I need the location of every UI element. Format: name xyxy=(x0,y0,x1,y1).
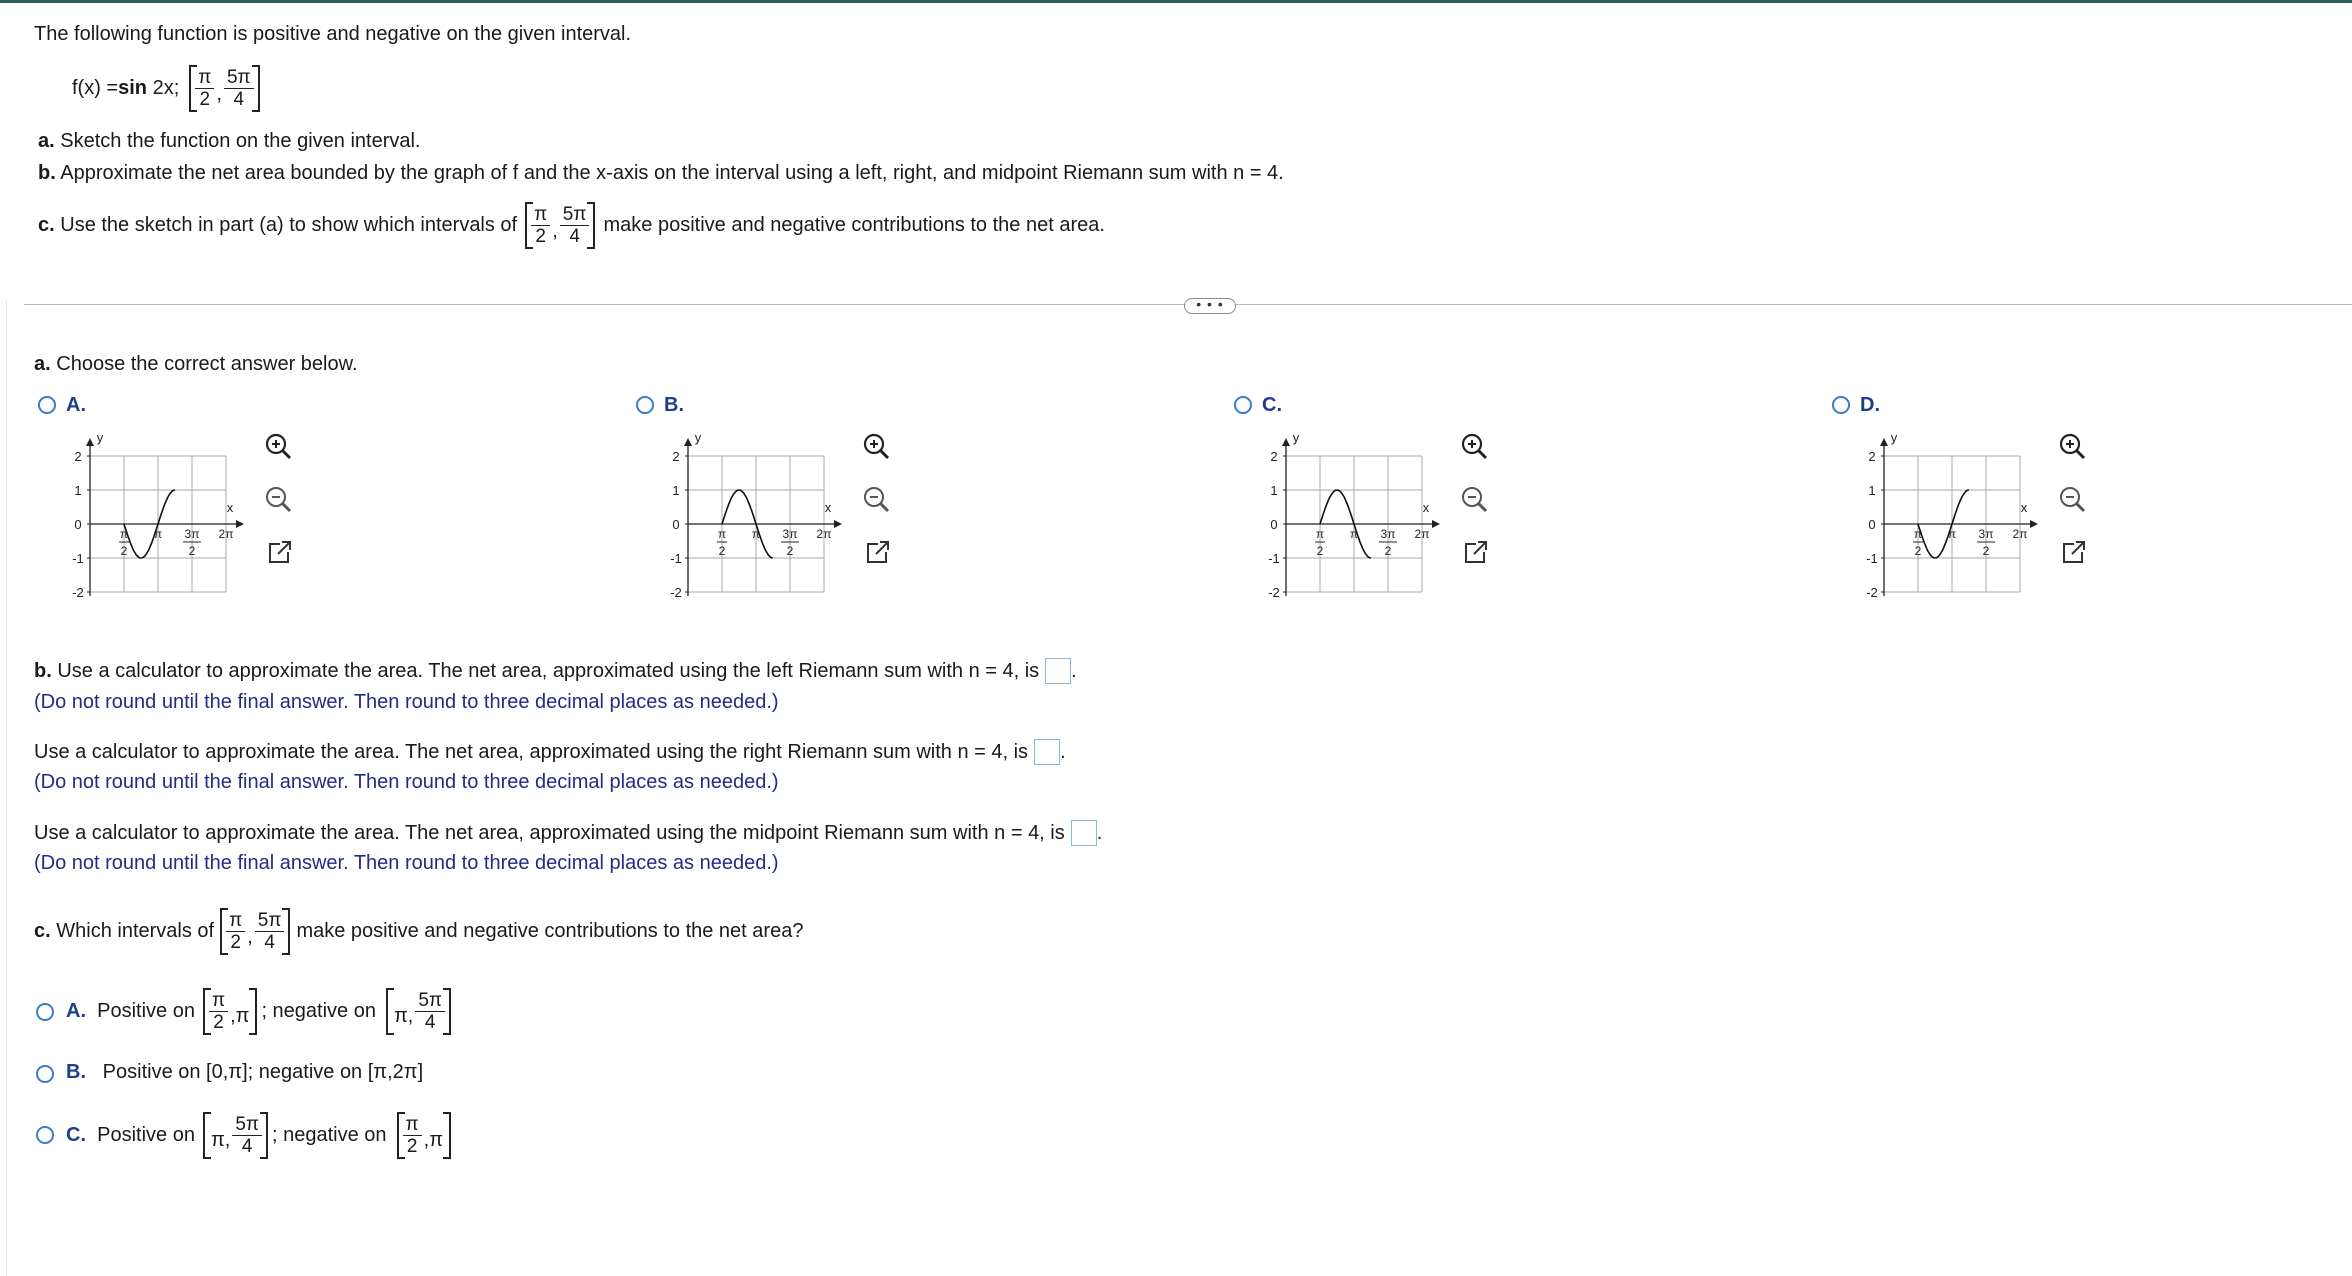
problem-intro: The following function is positive and negative on the given interval. xyxy=(34,23,632,45)
frac-5pi-4 xyxy=(224,67,254,110)
part-a-prompt-text: Choose the correct answer below. xyxy=(56,353,358,375)
zoom-out-icon[interactable] xyxy=(262,483,296,517)
zoom-out-icon[interactable] xyxy=(1458,483,1492,517)
part-a-option-graph[interactable] xyxy=(1246,426,1456,606)
y-tick-label: -1 xyxy=(72,551,84,566)
function-definition xyxy=(72,58,260,118)
part-c-option-a[interactable] xyxy=(66,980,451,1042)
part-c-option-b-radio[interactable] xyxy=(36,1065,54,1083)
part-a-prompt xyxy=(34,352,358,376)
comma-pi: ,π xyxy=(230,1005,250,1027)
part-c-post: make positive and negative contributions to the net area. xyxy=(603,214,1105,236)
y-axis-arrow xyxy=(1282,438,1290,446)
negative-label: ; negative on xyxy=(261,1000,376,1022)
round-note: (Do not round until the final answer. Then round to three decimal places as needed.) xyxy=(34,691,779,713)
zoom-in-icon[interactable] xyxy=(2056,430,2090,464)
right-sum-text: Use a calculator to approximate the area. The net area, approximated using the right Riemann sum with n = 4, is xyxy=(34,741,1029,763)
zoom-in-icon[interactable] xyxy=(860,430,894,464)
frac-pi-2 xyxy=(531,204,550,247)
frac-pi-2 xyxy=(403,1114,422,1157)
frac-5pi-4 xyxy=(415,990,445,1033)
interval-bracket xyxy=(189,65,259,112)
part-c-q-post: make positive and negative contributions to the net area? xyxy=(296,920,804,942)
part-a-option-letter[interactable]: B. xyxy=(664,394,684,416)
y-tick-label: 2 xyxy=(672,449,680,464)
y-tick-label: 1 xyxy=(1270,483,1278,498)
option-b-text: Positive on [0,π]; negative on [π,2π] xyxy=(102,1061,424,1083)
interval-bracket xyxy=(203,1112,268,1159)
comma-pi: ,π xyxy=(423,1129,444,1151)
part-c-q-label: c. xyxy=(34,920,51,942)
open-new-window-icon[interactable] xyxy=(2056,536,2090,570)
part-c-option-b[interactable] xyxy=(66,1060,423,1084)
comma: , xyxy=(216,83,222,105)
x-tick-2pi: 2π xyxy=(816,527,832,541)
frac-num: π xyxy=(209,990,228,1012)
mid-sum-text: Use a calculator to approximate the area. The net area, approximated using the midpoint Riemann sum with n = 4, is xyxy=(34,822,1065,844)
y-tick-label: 0 xyxy=(1270,517,1278,532)
positive-label: Positive on xyxy=(97,1124,195,1146)
frac-den: 4 xyxy=(233,88,245,110)
y-axis-arrow xyxy=(86,438,94,446)
y-axis-arrow xyxy=(1880,438,1888,446)
y-tick-label: 0 xyxy=(74,517,82,532)
y-tick-label: -1 xyxy=(1866,551,1878,566)
x-axis-label: x xyxy=(824,500,832,515)
zoom-out-icon[interactable] xyxy=(860,483,894,517)
open-new-window-icon[interactable] xyxy=(1458,536,1492,570)
y-axis-arrow xyxy=(684,438,692,446)
handle xyxy=(2076,450,2084,458)
part-b-label: b. xyxy=(34,660,52,682)
interval-bracket xyxy=(397,1112,451,1159)
part-a-statement xyxy=(38,129,420,153)
period: . xyxy=(1071,660,1077,682)
y-tick-label: 2 xyxy=(74,449,82,464)
y-tick-label: 0 xyxy=(672,517,680,532)
right-sum-answer-input[interactable] xyxy=(1034,739,1060,765)
frac-den: 2 xyxy=(213,1011,224,1033)
frac-den: 2 xyxy=(199,88,211,110)
x-tick-3pi-over-2-den: 2 xyxy=(786,544,794,558)
y-tick-label: 2 xyxy=(1270,449,1278,464)
y-tick-label: 2 xyxy=(1868,449,1876,464)
option-letter: C. xyxy=(66,1124,86,1146)
part-a-option-b-radio[interactable] xyxy=(636,396,654,414)
y-axis-label: y xyxy=(96,430,104,445)
part-c-option-c[interactable] xyxy=(66,1104,451,1166)
x-tick-3pi-over-2-num: 3π xyxy=(184,527,200,541)
x-axis-label: x xyxy=(226,500,234,515)
handle xyxy=(2076,503,2084,511)
period: . xyxy=(1096,822,1103,844)
part-a-option-d-radio[interactable] xyxy=(1832,396,1850,414)
frac-num: 5π xyxy=(560,204,590,226)
pi-comma: π, xyxy=(393,1005,414,1027)
part-c-option-c-radio[interactable] xyxy=(36,1126,54,1144)
x-tick-pi: π xyxy=(153,527,163,541)
handle xyxy=(880,503,888,511)
handle xyxy=(880,450,888,458)
y-tick-label: 1 xyxy=(74,483,82,498)
handle xyxy=(1478,450,1486,458)
left-sum-answer-input[interactable] xyxy=(1045,658,1071,684)
x-tick-pi-over-2-num: π xyxy=(119,527,129,541)
frac-num: π xyxy=(531,204,550,226)
part-b-text: Approximate the net area bounded by the graph of f and the x-axis on the interval using a left, right, and midpoint Riemann sum with n = 4. xyxy=(60,162,1284,184)
part-a-label: a. xyxy=(38,130,55,152)
part-a-text: Sketch the function on the given interval. xyxy=(60,130,421,152)
y-tick-label: -2 xyxy=(1866,585,1878,600)
x-tick-3pi-over-2-den: 2 xyxy=(1982,544,1990,558)
mid-sum-answer-input[interactable] xyxy=(1071,820,1097,846)
frac-den: 4 xyxy=(264,931,275,953)
y-tick-label: 1 xyxy=(1868,483,1876,498)
x-tick-3pi-over-2-num: 3π xyxy=(1380,527,1396,541)
x-tick-pi-over-2-den: 2 xyxy=(120,544,128,558)
x-tick-pi-over-2-num: π xyxy=(1913,527,1923,541)
x-tick-3pi-over-2-num: 3π xyxy=(1978,527,1994,541)
interval-bracket xyxy=(525,202,595,249)
part-a-prompt-label: a. xyxy=(34,353,51,375)
y-axis-label: y xyxy=(1890,430,1898,445)
frac-pi-2 xyxy=(209,990,228,1033)
frac-num: 5π xyxy=(255,910,285,932)
func-rest: 2x; xyxy=(147,77,180,99)
frac-den: 4 xyxy=(241,1135,253,1157)
part-a-option-letter[interactable]: C. xyxy=(1262,394,1282,416)
y-tick-label: 0 xyxy=(1868,517,1876,532)
left-sum-text: Use a calculator to approximate the area. The net area, approximated using the left Riemann sum with n = 4, is xyxy=(57,660,1040,682)
y-tick-label: -2 xyxy=(72,585,84,600)
part-a-option-a-radio[interactable] xyxy=(38,396,56,414)
frac-5pi-4 xyxy=(255,910,285,953)
part-b-mid-question xyxy=(34,820,1102,846)
part-a-option-graph[interactable] xyxy=(50,426,260,606)
top-accent-bar xyxy=(0,0,2352,3)
x-tick-2pi: 2π xyxy=(1414,527,1430,541)
frac-num: π xyxy=(403,1114,422,1136)
x-tick-2pi: 2π xyxy=(218,527,234,541)
open-new-window-icon[interactable] xyxy=(262,536,296,570)
handle xyxy=(282,450,290,458)
func-bold: sin xyxy=(118,77,148,99)
round-note: (Do not round until the final answer. Then round to three decimal places as needed.) xyxy=(34,771,779,793)
frac-den: 2 xyxy=(406,1135,418,1157)
open-new-window-icon[interactable] xyxy=(860,536,894,570)
zoom-out-icon[interactable] xyxy=(2056,483,2090,517)
part-c-option-a-radio[interactable] xyxy=(36,1003,54,1021)
x-axis-label: x xyxy=(1422,500,1430,515)
part-c-question xyxy=(34,900,803,962)
x-axis-arrow xyxy=(834,520,842,528)
y-tick-label: -2 xyxy=(670,585,682,600)
frac-den: 2 xyxy=(535,225,546,247)
frac-num: 5π xyxy=(224,67,254,89)
x-tick-2pi: 2π xyxy=(2012,527,2028,541)
interval-bracket xyxy=(386,988,451,1035)
comma: , xyxy=(552,220,558,242)
x-tick-pi-over-2-den: 2 xyxy=(1316,544,1324,558)
y-tick-label: -1 xyxy=(670,551,682,566)
x-tick-pi-over-2-num: π xyxy=(717,527,727,541)
part-a-option-graph[interactable] xyxy=(1844,426,2054,606)
expand-ellipsis-button[interactable]: • • • xyxy=(1184,298,1236,314)
part-c-label: c. xyxy=(38,214,55,236)
frac-den: 2 xyxy=(230,931,241,953)
part-c-statement xyxy=(38,195,1105,255)
frac-den: 4 xyxy=(424,1011,436,1033)
x-tick-pi: π xyxy=(1349,527,1359,541)
func-label: f(x) = xyxy=(72,77,119,99)
interval-bracket xyxy=(220,908,290,955)
x-tick-3pi-over-2-den: 2 xyxy=(1384,544,1392,558)
positive-label: Positive on xyxy=(97,1000,195,1022)
x-tick-3pi-over-2-num: 3π xyxy=(782,527,798,541)
x-axis-arrow xyxy=(1432,520,1440,528)
x-tick-pi-over-2-den: 2 xyxy=(1914,544,1922,558)
x-tick-pi: π xyxy=(751,527,761,541)
frac-pi-2 xyxy=(226,910,245,953)
handle xyxy=(282,503,290,511)
part-b-label: b. xyxy=(38,162,56,184)
y-axis-label: y xyxy=(1292,430,1300,445)
y-tick-label: 1 xyxy=(672,483,680,498)
pi-comma: π, xyxy=(210,1129,231,1151)
part-c-pre: Use the sketch in part (a) to show which intervals of xyxy=(60,214,518,236)
zoom-in-icon[interactable] xyxy=(262,430,296,464)
zoom-in-icon[interactable] xyxy=(1458,430,1492,464)
part-b-left-question xyxy=(34,658,1077,684)
option-letter: B. xyxy=(66,1061,86,1083)
part-a-option-graph[interactable] xyxy=(648,426,858,606)
x-tick-pi-over-2-den: 2 xyxy=(718,544,726,558)
handle xyxy=(1478,503,1486,511)
frac-num: π xyxy=(195,67,214,89)
negative-label: ; negative on xyxy=(272,1124,387,1146)
part-a-option-c-radio[interactable] xyxy=(1234,396,1252,414)
y-tick-label: -2 xyxy=(1268,585,1280,600)
y-axis-label: y xyxy=(694,430,702,445)
x-tick-pi: π xyxy=(1947,527,1957,541)
frac-pi-2 xyxy=(195,67,214,110)
x-axis-label: x xyxy=(2020,500,2028,515)
x-tick-3pi-over-2-den: 2 xyxy=(188,544,196,558)
round-note: (Do not round until the final answer. Then round to three decimal places as needed.) xyxy=(34,852,779,874)
frac-5pi-4 xyxy=(232,1114,262,1157)
frac-num: 5π xyxy=(232,1114,262,1136)
part-a-option-letter[interactable]: D. xyxy=(1860,394,1880,416)
interval-bracket xyxy=(203,988,257,1035)
left-border xyxy=(6,300,7,1276)
comma: , xyxy=(247,926,253,948)
frac-num: π xyxy=(226,910,245,932)
frac-5pi-4 xyxy=(560,204,590,247)
option-letter: A. xyxy=(66,1000,86,1022)
x-axis-arrow xyxy=(2030,520,2038,528)
y-tick-label: -1 xyxy=(1268,551,1280,566)
part-b-right-question xyxy=(34,739,1066,765)
part-a-option-letter[interactable]: A. xyxy=(66,394,86,416)
frac-den: 4 xyxy=(569,225,580,247)
x-tick-pi-over-2-num: π xyxy=(1315,527,1325,541)
part-c-q-pre: Which intervals of xyxy=(56,920,215,942)
frac-num: 5π xyxy=(415,990,445,1012)
part-b-statement xyxy=(38,161,1284,185)
x-axis-arrow xyxy=(236,520,244,528)
period: . xyxy=(1060,741,1066,763)
